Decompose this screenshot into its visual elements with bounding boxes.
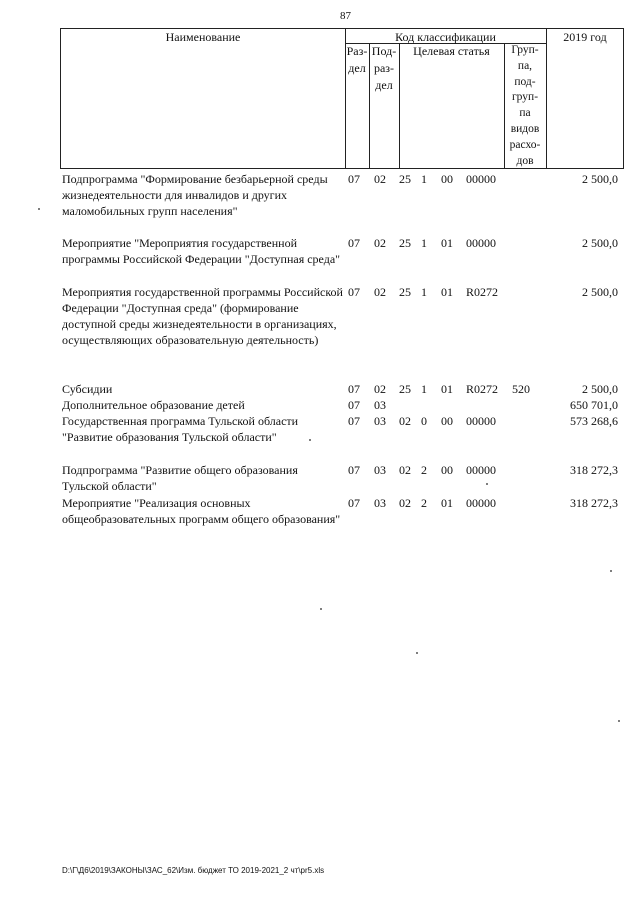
header-razdel: Раз- дел	[346, 44, 368, 75]
scan-speck	[38, 208, 40, 210]
row-name: Подпрограмма "Развитие общего образования Тульской области"	[62, 463, 298, 493]
header-podrazdel: Под- раз- дел	[371, 44, 397, 92]
row-target-4: 00000	[466, 463, 496, 477]
row-sum: 2 500,0	[582, 172, 618, 186]
row-target-3: 01	[441, 285, 453, 299]
header-year: 2019 год	[563, 30, 607, 44]
row-target-3: 01	[441, 382, 453, 396]
row-target-4: R0272	[466, 382, 499, 396]
row-target-3: 00	[441, 414, 453, 428]
footer-file-path: D:\Г\Д6\2019\ЗАКОНЫ\ЗАС_62\Изм. бюджет ТО 2019-2021_2 чт\pr5.xls	[62, 866, 325, 875]
row-sum: 318 272,3	[570, 496, 618, 510]
scan-speck	[309, 439, 311, 441]
header-group: Груп- па, под- груп- па видов расхо- дов	[509, 44, 541, 167]
row-razdel: 07	[348, 382, 360, 396]
row-podrazdel: 03	[374, 463, 386, 477]
row-name: Государственная программа Тульской области "Развитие образования Тульской области"	[62, 414, 299, 444]
row-sum: 650 701,0	[570, 398, 618, 412]
row-sum: 318 272,3	[570, 463, 618, 477]
row-name: Дополнительное образование детей	[62, 398, 245, 412]
row-target-4: 00000	[466, 496, 496, 510]
table-header	[60, 28, 624, 169]
row-razdel: 07	[348, 285, 360, 299]
row-razdel: 07	[348, 463, 360, 477]
page-number: 87	[340, 10, 351, 22]
row-target-4: 00000	[466, 236, 496, 250]
row-podrazdel: 03	[374, 414, 386, 428]
row-name: Субсидии	[62, 382, 113, 396]
row-target-1: 25	[399, 236, 411, 250]
row-target-1: 25	[399, 172, 411, 186]
row-target-1: 02	[399, 463, 411, 477]
row-target-2: 1	[421, 285, 427, 299]
header-target: Целевая статья	[413, 44, 490, 58]
row-target-2: 2	[421, 463, 427, 477]
row-podrazdel: 03	[374, 496, 386, 510]
row-podrazdel: 02	[374, 382, 386, 396]
row-name: Мероприятия государственной программы Российской Федерации "Доступная среда" (формирование доступной среды жизнедеятельности в организациях, осуществляющих образовательную деятельность)	[62, 285, 343, 347]
row-target-4: 00000	[466, 414, 496, 428]
scan-speck	[416, 652, 418, 654]
row-group: 520	[512, 382, 530, 396]
row-sum: 2 500,0	[582, 236, 618, 250]
row-razdel: 07	[348, 236, 360, 250]
row-podrazdel: 03	[374, 398, 386, 412]
row-target-1: 25	[399, 285, 411, 299]
row-name: Мероприятие "Мероприятия государственной программы Российской Федерации "Доступная среда"	[62, 236, 341, 266]
row-target-1: 02	[399, 496, 411, 510]
row-target-1: 02	[399, 414, 411, 428]
row-target-2: 1	[421, 172, 427, 186]
header-code-group: Код классификации	[395, 30, 496, 44]
row-razdel: 07	[348, 414, 360, 428]
row-target-3: 01	[441, 496, 453, 510]
scan-speck	[320, 608, 322, 610]
row-target-4: 00000	[466, 172, 496, 186]
row-target-3: 01	[441, 236, 453, 250]
scan-speck	[610, 570, 612, 572]
row-name: Подпрограмма "Формирование безбарьерной среды жизнедеятельности для инвалидов и других маломобильных групп населения"	[62, 172, 328, 218]
row-target-2: 2	[421, 496, 427, 510]
row-sum: 2 500,0	[582, 285, 618, 299]
row-podrazdel: 02	[374, 285, 386, 299]
header-name: Наименование	[165, 30, 241, 44]
row-target-3: 00	[441, 463, 453, 477]
row-razdel: 07	[348, 172, 360, 186]
row-target-3: 00	[441, 172, 453, 186]
row-podrazdel: 02	[374, 172, 386, 186]
scan-speck	[618, 720, 620, 722]
row-target-2: 1	[421, 382, 427, 396]
row-sum: 2 500,0	[582, 382, 618, 396]
row-target-4: R0272	[466, 285, 499, 299]
row-target-2: 0	[421, 414, 427, 428]
row-target-2: 1	[421, 236, 427, 250]
row-razdel: 07	[348, 496, 360, 510]
row-name: Мероприятие "Реализация основных общеобразовательных программ общего образования"	[62, 496, 341, 526]
row-podrazdel: 02	[374, 236, 386, 250]
row-target-1: 25	[399, 382, 411, 396]
row-razdel: 07	[348, 398, 360, 412]
row-sum: 573 268,6	[570, 414, 618, 428]
scan-speck	[486, 483, 488, 485]
